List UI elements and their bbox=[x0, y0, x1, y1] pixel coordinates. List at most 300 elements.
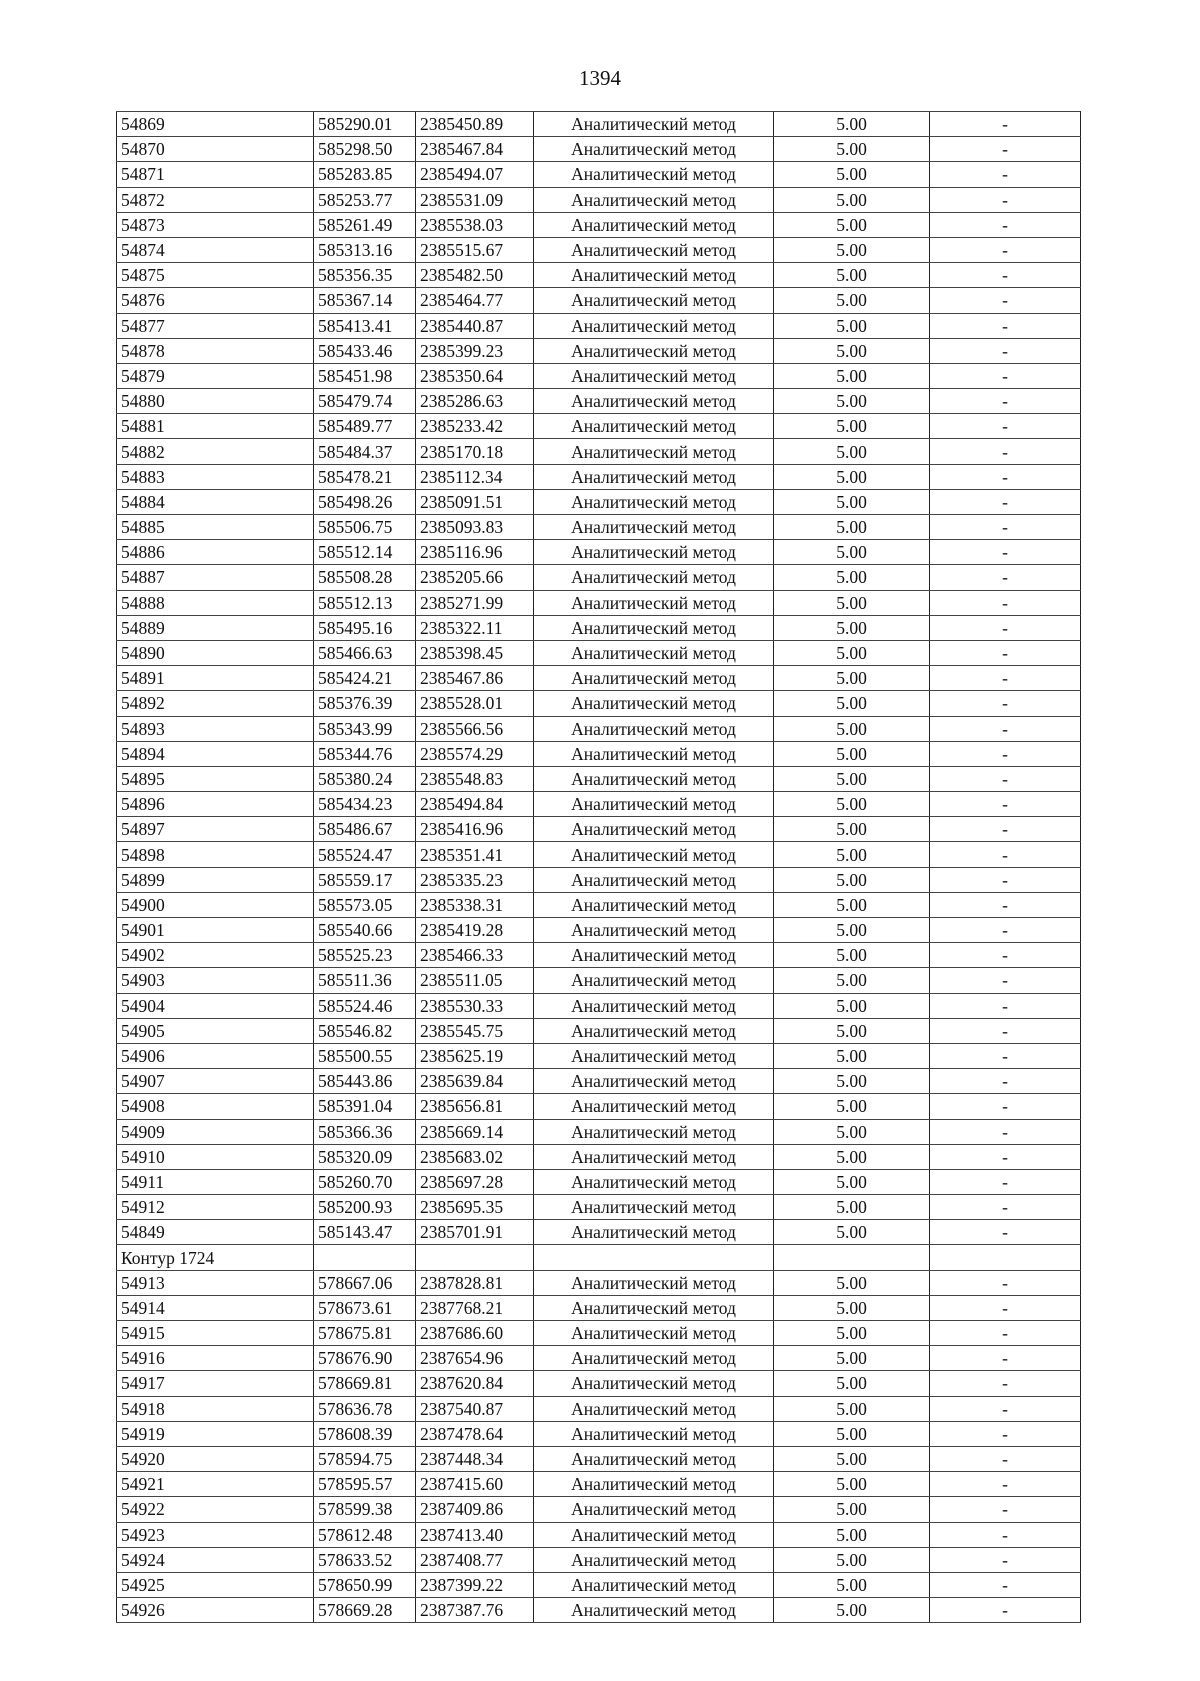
y-coordinate-cell: 2385450.89 bbox=[416, 112, 534, 137]
note-cell: - bbox=[930, 1270, 1081, 1295]
note-cell: - bbox=[930, 288, 1081, 313]
point-number-cell: 54894 bbox=[117, 741, 314, 766]
point-number-cell: 54901 bbox=[117, 918, 314, 943]
accuracy-cell: 5.00 bbox=[774, 615, 930, 640]
method-cell: Аналитический метод bbox=[534, 1547, 774, 1572]
table-row bbox=[117, 389, 1081, 414]
accuracy-cell: 5.00 bbox=[774, 1018, 930, 1043]
note-cell: - bbox=[930, 540, 1081, 565]
y-coordinate-cell: 2387448.34 bbox=[416, 1446, 534, 1471]
x-coordinate-cell: 578676.90 bbox=[314, 1346, 416, 1371]
method-cell: Аналитический метод bbox=[534, 237, 774, 262]
x-coordinate-cell: 585512.13 bbox=[314, 590, 416, 615]
table-row bbox=[117, 137, 1081, 162]
method-cell: Аналитический метод bbox=[534, 1094, 774, 1119]
x-coordinate-cell: 578594.75 bbox=[314, 1446, 416, 1471]
x-coordinate-cell: 585479.74 bbox=[314, 389, 416, 414]
y-coordinate-cell: 2387768.21 bbox=[416, 1295, 534, 1320]
y-coordinate-cell: 2387415.60 bbox=[416, 1472, 534, 1497]
accuracy-cell: 5.00 bbox=[774, 1195, 930, 1220]
y-coordinate-cell: 2385205.66 bbox=[416, 565, 534, 590]
method-cell: Аналитический метод bbox=[534, 943, 774, 968]
x-coordinate-cell: 585546.82 bbox=[314, 1018, 416, 1043]
y-coordinate-cell: 2385548.83 bbox=[416, 766, 534, 791]
accuracy-cell: 5.00 bbox=[774, 288, 930, 313]
y-coordinate-cell: 2385399.23 bbox=[416, 338, 534, 363]
table-row bbox=[117, 691, 1081, 716]
point-number-cell: 54925 bbox=[117, 1572, 314, 1597]
table-row bbox=[117, 489, 1081, 514]
accuracy-cell: 5.00 bbox=[774, 162, 930, 187]
empty-cell bbox=[774, 1245, 930, 1270]
table-row bbox=[117, 590, 1081, 615]
accuracy-cell: 5.00 bbox=[774, 918, 930, 943]
method-cell: Аналитический метод bbox=[534, 162, 774, 187]
point-number-cell: 54896 bbox=[117, 792, 314, 817]
note-cell: - bbox=[930, 565, 1081, 590]
table-row bbox=[117, 263, 1081, 288]
x-coordinate-cell: 585484.37 bbox=[314, 439, 416, 464]
x-coordinate-cell: 585343.99 bbox=[314, 716, 416, 741]
point-number-cell: 54883 bbox=[117, 464, 314, 489]
y-coordinate-cell: 2387409.86 bbox=[416, 1497, 534, 1522]
y-coordinate-cell: 2385656.81 bbox=[416, 1094, 534, 1119]
note-cell: - bbox=[930, 1195, 1081, 1220]
point-number-cell: 54884 bbox=[117, 489, 314, 514]
x-coordinate-cell: 585290.01 bbox=[314, 112, 416, 137]
method-cell: Аналитический метод bbox=[534, 1043, 774, 1068]
note-cell: - bbox=[930, 943, 1081, 968]
y-coordinate-cell: 2387413.40 bbox=[416, 1522, 534, 1547]
note-cell: - bbox=[930, 313, 1081, 338]
y-coordinate-cell: 2385466.33 bbox=[416, 943, 534, 968]
point-number-cell: 54905 bbox=[117, 1018, 314, 1043]
method-cell: Аналитический метод bbox=[534, 741, 774, 766]
accuracy-cell: 5.00 bbox=[774, 489, 930, 514]
note-cell: - bbox=[930, 892, 1081, 917]
point-number-cell: 54904 bbox=[117, 993, 314, 1018]
table-row bbox=[117, 640, 1081, 665]
y-coordinate-cell: 2387654.96 bbox=[416, 1346, 534, 1371]
y-coordinate-cell: 2385440.87 bbox=[416, 313, 534, 338]
point-number-cell: 54906 bbox=[117, 1043, 314, 1068]
table-row bbox=[117, 1446, 1081, 1471]
y-coordinate-cell: 2385639.84 bbox=[416, 1069, 534, 1094]
method-cell: Аналитический метод bbox=[534, 766, 774, 791]
point-number-cell: 54880 bbox=[117, 389, 314, 414]
point-number-cell: 54909 bbox=[117, 1119, 314, 1144]
note-cell: - bbox=[930, 414, 1081, 439]
point-number-cell: 54902 bbox=[117, 943, 314, 968]
x-coordinate-cell: 585489.77 bbox=[314, 414, 416, 439]
y-coordinate-cell: 2387399.22 bbox=[416, 1572, 534, 1597]
accuracy-cell: 5.00 bbox=[774, 867, 930, 892]
point-number-cell: 54915 bbox=[117, 1321, 314, 1346]
method-cell: Аналитический метод bbox=[534, 666, 774, 691]
method-cell: Аналитический метод bbox=[534, 439, 774, 464]
point-number-cell: 54917 bbox=[117, 1371, 314, 1396]
method-cell: Аналитический метод bbox=[534, 691, 774, 716]
y-coordinate-cell: 2385701.91 bbox=[416, 1220, 534, 1245]
point-number-cell: 54926 bbox=[117, 1598, 314, 1623]
note-cell: - bbox=[930, 464, 1081, 489]
y-coordinate-cell: 2385538.03 bbox=[416, 212, 534, 237]
method-cell: Аналитический метод bbox=[534, 389, 774, 414]
point-number-cell: 54900 bbox=[117, 892, 314, 917]
method-cell: Аналитический метод bbox=[534, 565, 774, 590]
point-number-cell: 54874 bbox=[117, 237, 314, 262]
table-row bbox=[117, 1169, 1081, 1194]
x-coordinate-cell: 585466.63 bbox=[314, 640, 416, 665]
y-coordinate-cell: 2385398.45 bbox=[416, 640, 534, 665]
accuracy-cell: 5.00 bbox=[774, 1069, 930, 1094]
table-row bbox=[117, 162, 1081, 187]
point-number-cell: 54887 bbox=[117, 565, 314, 590]
empty-cell bbox=[416, 1245, 534, 1270]
method-cell: Аналитический метод bbox=[534, 1472, 774, 1497]
method-cell: Аналитический метод bbox=[534, 313, 774, 338]
method-cell: Аналитический метод bbox=[534, 1497, 774, 1522]
note-cell: - bbox=[930, 968, 1081, 993]
accuracy-cell: 5.00 bbox=[774, 842, 930, 867]
table-row bbox=[117, 1069, 1081, 1094]
table-row bbox=[117, 1321, 1081, 1346]
method-cell: Аналитический метод bbox=[534, 968, 774, 993]
accuracy-cell: 5.00 bbox=[774, 313, 930, 338]
x-coordinate-cell: 585283.85 bbox=[314, 162, 416, 187]
accuracy-cell: 5.00 bbox=[774, 112, 930, 137]
point-number-cell: 54922 bbox=[117, 1497, 314, 1522]
accuracy-cell: 5.00 bbox=[774, 1522, 930, 1547]
table-row bbox=[117, 842, 1081, 867]
x-coordinate-cell: 578633.52 bbox=[314, 1547, 416, 1572]
point-number-cell: 54878 bbox=[117, 338, 314, 363]
x-coordinate-cell: 578669.81 bbox=[314, 1371, 416, 1396]
accuracy-cell: 5.00 bbox=[774, 766, 930, 791]
x-coordinate-cell: 578667.06 bbox=[314, 1270, 416, 1295]
method-cell: Аналитический метод bbox=[534, 1220, 774, 1245]
point-number-cell: 54877 bbox=[117, 313, 314, 338]
table-row bbox=[117, 1598, 1081, 1623]
point-number-cell: 54899 bbox=[117, 867, 314, 892]
note-cell: - bbox=[930, 590, 1081, 615]
accuracy-cell: 5.00 bbox=[774, 1346, 930, 1371]
note-cell: - bbox=[930, 338, 1081, 363]
x-coordinate-cell: 585434.23 bbox=[314, 792, 416, 817]
note-cell: - bbox=[930, 918, 1081, 943]
point-number-cell: 54873 bbox=[117, 212, 314, 237]
method-cell: Аналитический метод bbox=[534, 414, 774, 439]
note-cell: - bbox=[930, 817, 1081, 842]
note-cell: - bbox=[930, 716, 1081, 741]
note-cell: - bbox=[930, 1547, 1081, 1572]
method-cell: Аналитический метод bbox=[534, 1321, 774, 1346]
x-coordinate-cell: 578599.38 bbox=[314, 1497, 416, 1522]
note-cell: - bbox=[930, 237, 1081, 262]
accuracy-cell: 5.00 bbox=[774, 1169, 930, 1194]
table-row bbox=[117, 993, 1081, 1018]
x-coordinate-cell: 585344.76 bbox=[314, 741, 416, 766]
method-cell: Аналитический метод bbox=[534, 640, 774, 665]
note-cell: - bbox=[930, 1169, 1081, 1194]
point-number-cell: 54849 bbox=[117, 1220, 314, 1245]
table-row bbox=[117, 1371, 1081, 1396]
y-coordinate-cell: 2385528.01 bbox=[416, 691, 534, 716]
accuracy-cell: 5.00 bbox=[774, 540, 930, 565]
x-coordinate-cell: 585573.05 bbox=[314, 892, 416, 917]
table-row bbox=[117, 1522, 1081, 1547]
table-row bbox=[117, 439, 1081, 464]
method-cell: Аналитический метод bbox=[534, 1195, 774, 1220]
note-cell: - bbox=[930, 1572, 1081, 1597]
note-cell: - bbox=[930, 263, 1081, 288]
x-coordinate-cell: 585261.49 bbox=[314, 212, 416, 237]
x-coordinate-cell: 585356.35 bbox=[314, 263, 416, 288]
table-row bbox=[117, 1094, 1081, 1119]
x-coordinate-cell: 585478.21 bbox=[314, 464, 416, 489]
accuracy-cell: 5.00 bbox=[774, 515, 930, 540]
table-row bbox=[117, 943, 1081, 968]
accuracy-cell: 5.00 bbox=[774, 237, 930, 262]
accuracy-cell: 5.00 bbox=[774, 464, 930, 489]
x-coordinate-cell: 585260.70 bbox=[314, 1169, 416, 1194]
point-number-cell: 54908 bbox=[117, 1094, 314, 1119]
y-coordinate-cell: 2385467.84 bbox=[416, 137, 534, 162]
point-number-cell: 54876 bbox=[117, 288, 314, 313]
note-cell: - bbox=[930, 1371, 1081, 1396]
table-row bbox=[117, 918, 1081, 943]
method-cell: Аналитический метод bbox=[534, 1346, 774, 1371]
accuracy-cell: 5.00 bbox=[774, 1421, 930, 1446]
note-cell: - bbox=[930, 1295, 1081, 1320]
table-row bbox=[117, 1119, 1081, 1144]
method-cell: Аналитический метод bbox=[534, 464, 774, 489]
method-cell: Аналитический метод bbox=[534, 1371, 774, 1396]
page-number: 1394 bbox=[579, 66, 621, 90]
accuracy-cell: 5.00 bbox=[774, 943, 930, 968]
method-cell: Аналитический метод bbox=[534, 212, 774, 237]
y-coordinate-cell: 2385419.28 bbox=[416, 918, 534, 943]
point-number-cell: 54914 bbox=[117, 1295, 314, 1320]
note-cell: - bbox=[930, 640, 1081, 665]
table-row bbox=[117, 1144, 1081, 1169]
method-cell: Аналитический метод bbox=[534, 1295, 774, 1320]
x-coordinate-cell: 578595.57 bbox=[314, 1472, 416, 1497]
point-number-cell: 54910 bbox=[117, 1144, 314, 1169]
y-coordinate-cell: 2385545.75 bbox=[416, 1018, 534, 1043]
accuracy-cell: 5.00 bbox=[774, 1547, 930, 1572]
accuracy-cell: 5.00 bbox=[774, 666, 930, 691]
accuracy-cell: 5.00 bbox=[774, 439, 930, 464]
method-cell: Аналитический метод bbox=[534, 1018, 774, 1043]
note-cell: - bbox=[930, 137, 1081, 162]
point-number-cell: 54907 bbox=[117, 1069, 314, 1094]
point-number-cell: 54916 bbox=[117, 1346, 314, 1371]
point-number-cell: 54891 bbox=[117, 666, 314, 691]
y-coordinate-cell: 2387620.84 bbox=[416, 1371, 534, 1396]
x-coordinate-cell: 585320.09 bbox=[314, 1144, 416, 1169]
note-cell: - bbox=[930, 1321, 1081, 1346]
method-cell: Аналитический метод bbox=[534, 187, 774, 212]
note-cell: - bbox=[930, 1522, 1081, 1547]
y-coordinate-cell: 2385286.63 bbox=[416, 389, 534, 414]
table-row bbox=[117, 1346, 1081, 1371]
x-coordinate-cell: 585524.46 bbox=[314, 993, 416, 1018]
y-coordinate-cell: 2385467.86 bbox=[416, 666, 534, 691]
method-cell: Аналитический метод bbox=[534, 792, 774, 817]
table-row bbox=[117, 1421, 1081, 1446]
note-cell: - bbox=[930, 489, 1081, 514]
x-coordinate-cell: 585143.47 bbox=[314, 1220, 416, 1245]
accuracy-cell: 5.00 bbox=[774, 640, 930, 665]
point-number-cell: 54913 bbox=[117, 1270, 314, 1295]
point-number-cell: 54879 bbox=[117, 363, 314, 388]
accuracy-cell: 5.00 bbox=[774, 1321, 930, 1346]
method-cell: Аналитический метод bbox=[534, 1119, 774, 1144]
method-cell: Аналитический метод bbox=[534, 590, 774, 615]
note-cell: - bbox=[930, 439, 1081, 464]
x-coordinate-cell: 585376.39 bbox=[314, 691, 416, 716]
accuracy-cell: 5.00 bbox=[774, 590, 930, 615]
note-cell: - bbox=[930, 691, 1081, 716]
empty-cell bbox=[534, 1245, 774, 1270]
x-coordinate-cell: 585486.67 bbox=[314, 817, 416, 842]
note-cell: - bbox=[930, 187, 1081, 212]
point-number-cell: 54897 bbox=[117, 817, 314, 842]
x-coordinate-cell: 578650.99 bbox=[314, 1572, 416, 1597]
note-cell: - bbox=[930, 766, 1081, 791]
x-coordinate-cell: 585443.86 bbox=[314, 1069, 416, 1094]
note-cell: - bbox=[930, 1396, 1081, 1421]
note-cell: - bbox=[930, 212, 1081, 237]
point-number-cell: 54918 bbox=[117, 1396, 314, 1421]
accuracy-cell: 5.00 bbox=[774, 1446, 930, 1471]
table-row bbox=[117, 565, 1081, 590]
note-cell: - bbox=[930, 1472, 1081, 1497]
point-number-cell: 54886 bbox=[117, 540, 314, 565]
x-coordinate-cell: 585433.46 bbox=[314, 338, 416, 363]
note-cell: - bbox=[930, 515, 1081, 540]
method-cell: Аналитический метод bbox=[534, 1421, 774, 1446]
point-number-cell: 54895 bbox=[117, 766, 314, 791]
accuracy-cell: 5.00 bbox=[774, 691, 930, 716]
table-row bbox=[117, 867, 1081, 892]
point-number-cell: 54923 bbox=[117, 1522, 314, 1547]
y-coordinate-cell: 2387478.64 bbox=[416, 1421, 534, 1446]
note-cell: - bbox=[930, 1119, 1081, 1144]
group-label: Контур 1724 bbox=[117, 1245, 314, 1270]
table-row bbox=[117, 741, 1081, 766]
y-coordinate-cell: 2385416.96 bbox=[416, 817, 534, 842]
y-coordinate-cell: 2385322.11 bbox=[416, 615, 534, 640]
accuracy-cell: 5.00 bbox=[774, 1119, 930, 1144]
table-row bbox=[117, 716, 1081, 741]
method-cell: Аналитический метод bbox=[534, 288, 774, 313]
table-row bbox=[117, 1396, 1081, 1421]
note-cell: - bbox=[930, 1220, 1081, 1245]
x-coordinate-cell: 578669.28 bbox=[314, 1598, 416, 1623]
table-row bbox=[117, 464, 1081, 489]
table-row bbox=[117, 1547, 1081, 1572]
y-coordinate-cell: 2385669.14 bbox=[416, 1119, 534, 1144]
note-cell: - bbox=[930, 867, 1081, 892]
note-cell: - bbox=[930, 1043, 1081, 1068]
coordinates-table bbox=[116, 111, 1081, 1623]
method-cell: Аналитический метод bbox=[534, 540, 774, 565]
y-coordinate-cell: 2385683.02 bbox=[416, 1144, 534, 1169]
table-row bbox=[117, 792, 1081, 817]
table-row bbox=[117, 540, 1081, 565]
note-cell: - bbox=[930, 666, 1081, 691]
method-cell: Аналитический метод bbox=[534, 918, 774, 943]
accuracy-cell: 5.00 bbox=[774, 263, 930, 288]
x-coordinate-cell: 585380.24 bbox=[314, 766, 416, 791]
x-coordinate-cell: 585298.50 bbox=[314, 137, 416, 162]
y-coordinate-cell: 2385566.56 bbox=[416, 716, 534, 741]
y-coordinate-cell: 2385482.50 bbox=[416, 263, 534, 288]
table-row bbox=[117, 414, 1081, 439]
y-coordinate-cell: 2385531.09 bbox=[416, 187, 534, 212]
x-coordinate-cell: 585498.26 bbox=[314, 489, 416, 514]
empty-cell bbox=[930, 1245, 1081, 1270]
x-coordinate-cell: 585391.04 bbox=[314, 1094, 416, 1119]
table-row bbox=[117, 363, 1081, 388]
method-cell: Аналитический метод bbox=[534, 1270, 774, 1295]
method-cell: Аналитический метод bbox=[534, 363, 774, 388]
accuracy-cell: 5.00 bbox=[774, 1295, 930, 1320]
y-coordinate-cell: 2385530.33 bbox=[416, 993, 534, 1018]
note-cell: - bbox=[930, 741, 1081, 766]
table-row bbox=[117, 1497, 1081, 1522]
x-coordinate-cell: 578612.48 bbox=[314, 1522, 416, 1547]
point-number-cell: 54882 bbox=[117, 439, 314, 464]
table-row bbox=[117, 212, 1081, 237]
y-coordinate-cell: 2385511.05 bbox=[416, 968, 534, 993]
accuracy-cell: 5.00 bbox=[774, 817, 930, 842]
point-number-cell: 54870 bbox=[117, 137, 314, 162]
note-cell: - bbox=[930, 792, 1081, 817]
table-row bbox=[117, 892, 1081, 917]
accuracy-cell: 5.00 bbox=[774, 414, 930, 439]
empty-cell bbox=[314, 1245, 416, 1270]
method-cell: Аналитический метод bbox=[534, 263, 774, 288]
method-cell: Аналитический метод bbox=[534, 892, 774, 917]
table-row bbox=[117, 1572, 1081, 1597]
y-coordinate-cell: 2385515.67 bbox=[416, 237, 534, 262]
note-cell: - bbox=[930, 389, 1081, 414]
point-number-cell: 54875 bbox=[117, 263, 314, 288]
x-coordinate-cell: 585559.17 bbox=[314, 867, 416, 892]
y-coordinate-cell: 2385697.28 bbox=[416, 1169, 534, 1194]
y-coordinate-cell: 2387540.87 bbox=[416, 1396, 534, 1421]
point-number-cell: 54890 bbox=[117, 640, 314, 665]
x-coordinate-cell: 585253.77 bbox=[314, 187, 416, 212]
x-coordinate-cell: 585508.28 bbox=[314, 565, 416, 590]
accuracy-cell: 5.00 bbox=[774, 187, 930, 212]
accuracy-cell: 5.00 bbox=[774, 1497, 930, 1522]
y-coordinate-cell: 2387408.77 bbox=[416, 1547, 534, 1572]
x-coordinate-cell: 578675.81 bbox=[314, 1321, 416, 1346]
y-coordinate-cell: 2385335.23 bbox=[416, 867, 534, 892]
note-cell: - bbox=[930, 1446, 1081, 1471]
table-row bbox=[117, 968, 1081, 993]
point-number-cell: 54869 bbox=[117, 112, 314, 137]
x-coordinate-cell: 585313.16 bbox=[314, 237, 416, 262]
x-coordinate-cell: 585506.75 bbox=[314, 515, 416, 540]
note-cell: - bbox=[930, 1069, 1081, 1094]
method-cell: Аналитический метод bbox=[534, 1396, 774, 1421]
y-coordinate-cell: 2385338.31 bbox=[416, 892, 534, 917]
